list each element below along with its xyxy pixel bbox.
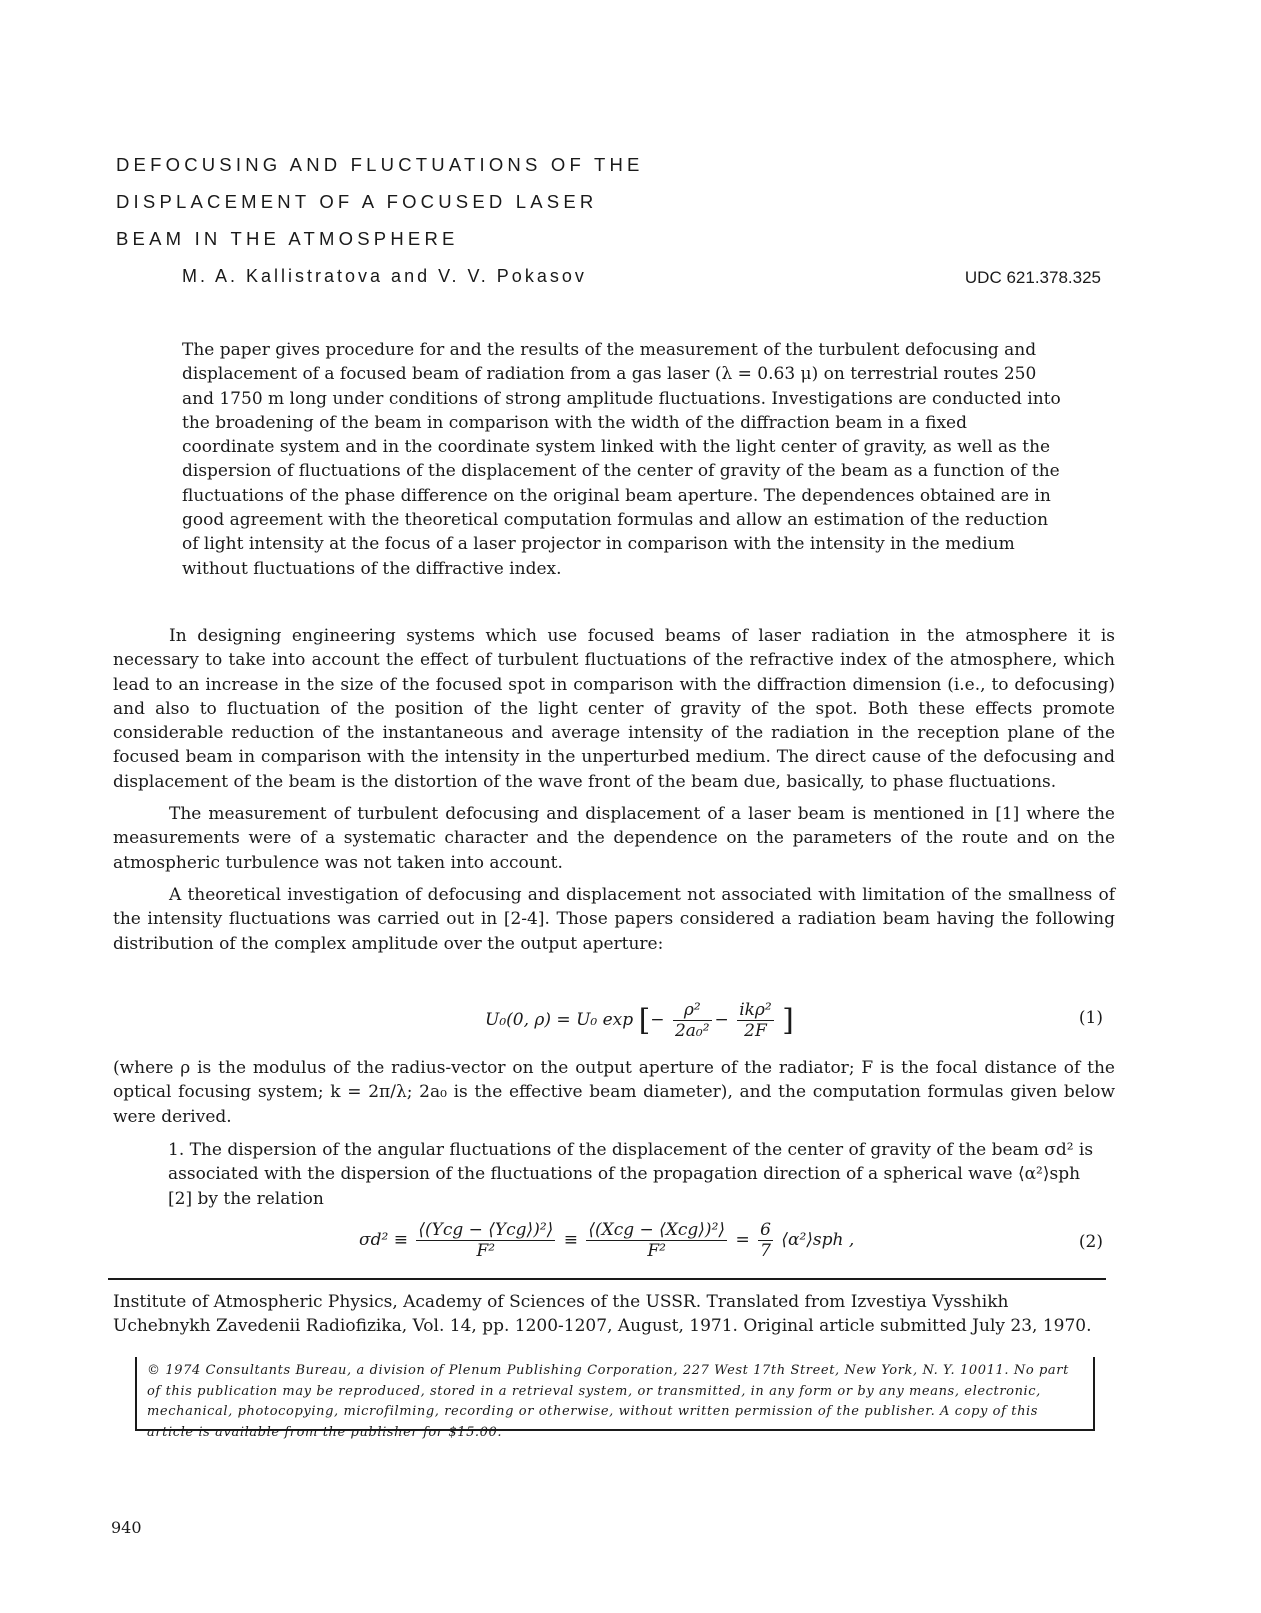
title-line: BEAM IN THE ATMOSPHERE [116,228,459,249]
footnote-rule [108,1278,1106,1280]
abstract: The paper gives procedure for and the results of the measurement of the turbulent defocusing and displacement of a focused beam of radiation from a gas laser (λ = 0.63 μ) on terrestrial routes 250 and 1750 m long under conditions of strong amplitude fluctuations. Investigations are conducted into the broadening of the beam in comparison with the width of the diffraction beam in a fixed coordinate system and in the coordinate system linked with the light center of gravity, as well as the dispersion of fluctuations of the displacement of the center of gravity of the beam as a function of the fluctuations of the phase difference on the original beam aperture. The dependences obtained are in good agreement with the theoretical computation formulas and allow an estimation of the reduction of light intensity at the focus of a laser projector in comparison with the intensity in the medium without fluctuations of the diffractive index. [182,340,1061,579]
equation-1: U₀(0, ρ) = U₀ exp [− $\frac{\text{ρ²}}{\text{2a₀²}}$ − $\frac{\text{ikρ²}}{2F}$ ] (1) [485,1000,1103,1041]
title-line: DISPLACEMENT OF A FOCUSED LASER [116,191,598,212]
paragraph: In designing engineering systems which use focused beams of laser radiation in the atmosphere it is necessary to take into account the effect of turbulent fluctuations of the refractive index of the atmosphere, which lead to an increase in the size of the focused spot in comparison with the diffraction dimension (i.e., to defocusing) and also to fluctuation of the position of the light center of gravity of the spot. Both these effects promote considerable reduction of the instantaneous and average intensity of the radiation in the reception plane of the focused beam in comparison with the intensity in the unperturbed medium. The direct cause of the defocusing and displacement of the beam is the distortion of the wave front of the beam due, basically, to phase fluctuations. [113,626,1115,792]
eq2-lhs: σd² ≡ [359,1230,408,1250]
authors: M. A. Kallistratova and V. V. Pokasov [182,266,587,286]
eq1-frac1-num: ρ² [673,1000,712,1021]
eq1-lhs: U₀(0, ρ) = U₀ exp [485,1010,634,1030]
body-text [113,624,1115,956]
footnote: Institute of Atmospheric Physics, Academy of Sciences of the USSR. Translated from Izvestiya Vysshikh Uchebnykh Zavedenii Radiofizika, Vol. 14, pp. 1200-1207, August, 1971. Original article submitted July 23, 1970. [113,1292,1092,1337]
eq1-frac2-num: ikρ² [739,1000,772,1020]
title-line: DEFOCUSING AND FLUCTUATIONS OF THE [116,154,644,175]
eq2-frac1-den: F² [476,1241,496,1261]
eq1-frac1-den: 2a₀² [674,1021,710,1041]
copyright-box: © 1974 Consultants Bureau, a division of Plenum Publishing Corporation, 227 West 17th Street, New York, N. Y. 10011. No part of this publication may be reproduced, stored in a retrieval system, or transmitted, in any form or by any means, electronic, mechanical, photocopying, microfilming, recording or otherwise, without written permission of the publisher. A copy of this article is available from the publisher for $15.00. [135,1357,1095,1431]
eq2-frac2-den: F² [647,1241,666,1261]
list-item-1: 1. The dispersion of the angular fluctuations of the displacement of the center of gravity of the beam σd² is associated with the dispersion of the fluctuations of the propagation direction of a spherical wave ⟨α²⟩sph [2] by the relation [168,1140,1094,1209]
page-number: 940 [111,1518,142,1537]
eq2-frac2-num: ⟨(Xcg − ⟨Xcg⟩)²⟩ [588,1220,726,1240]
paragraph: The measurement of turbulent defocusing and displacement of a laser beam is mentioned in [1] where the measurements were of a systematic character and the dependence on the parameters of the route and on the atmospheric turbulence was not taken into account. [113,804,1115,873]
eq2-frac1-num: ⟨(Ycg − ⟨Ycg⟩)²⟩ [418,1220,554,1240]
eq2-number: (2) [1078,1232,1103,1252]
eq1-frac2-den: 2F [744,1021,767,1041]
paper-title [116,146,816,257]
where-text [113,1056,1115,1129]
udc-code: UDC 621.378.325 [964,268,1101,287]
equation-2 [113,1218,1103,1266]
eq2-eq: = [735,1230,750,1250]
where-paragraph: (where ρ is the modulus of the radius-vector on the output aperture of the radiator; F is the focal distance of the optical focusing system; k = 2π/λ; 2a₀ is the effective beam diameter), and the computation formulas given below were derived. [113,1058,1115,1127]
eq2-mid: ≡ [563,1230,578,1250]
eq2-frac3-den: 7 [760,1241,771,1261]
eq2-frac3-num: 6 [760,1220,771,1240]
eq2-rhs: ⟨α²⟩sph , [781,1230,855,1250]
paragraph: A theoretical investigation of defocusing and displacement not associated with limitation of the smallness of the intensity fluctuations was carried out in [2-4]. Those papers considered a radiation beam having the following distribution of the complex amplitude over the output aperture: [113,884,1115,954]
eq1-number: (1) [1078,1008,1103,1028]
